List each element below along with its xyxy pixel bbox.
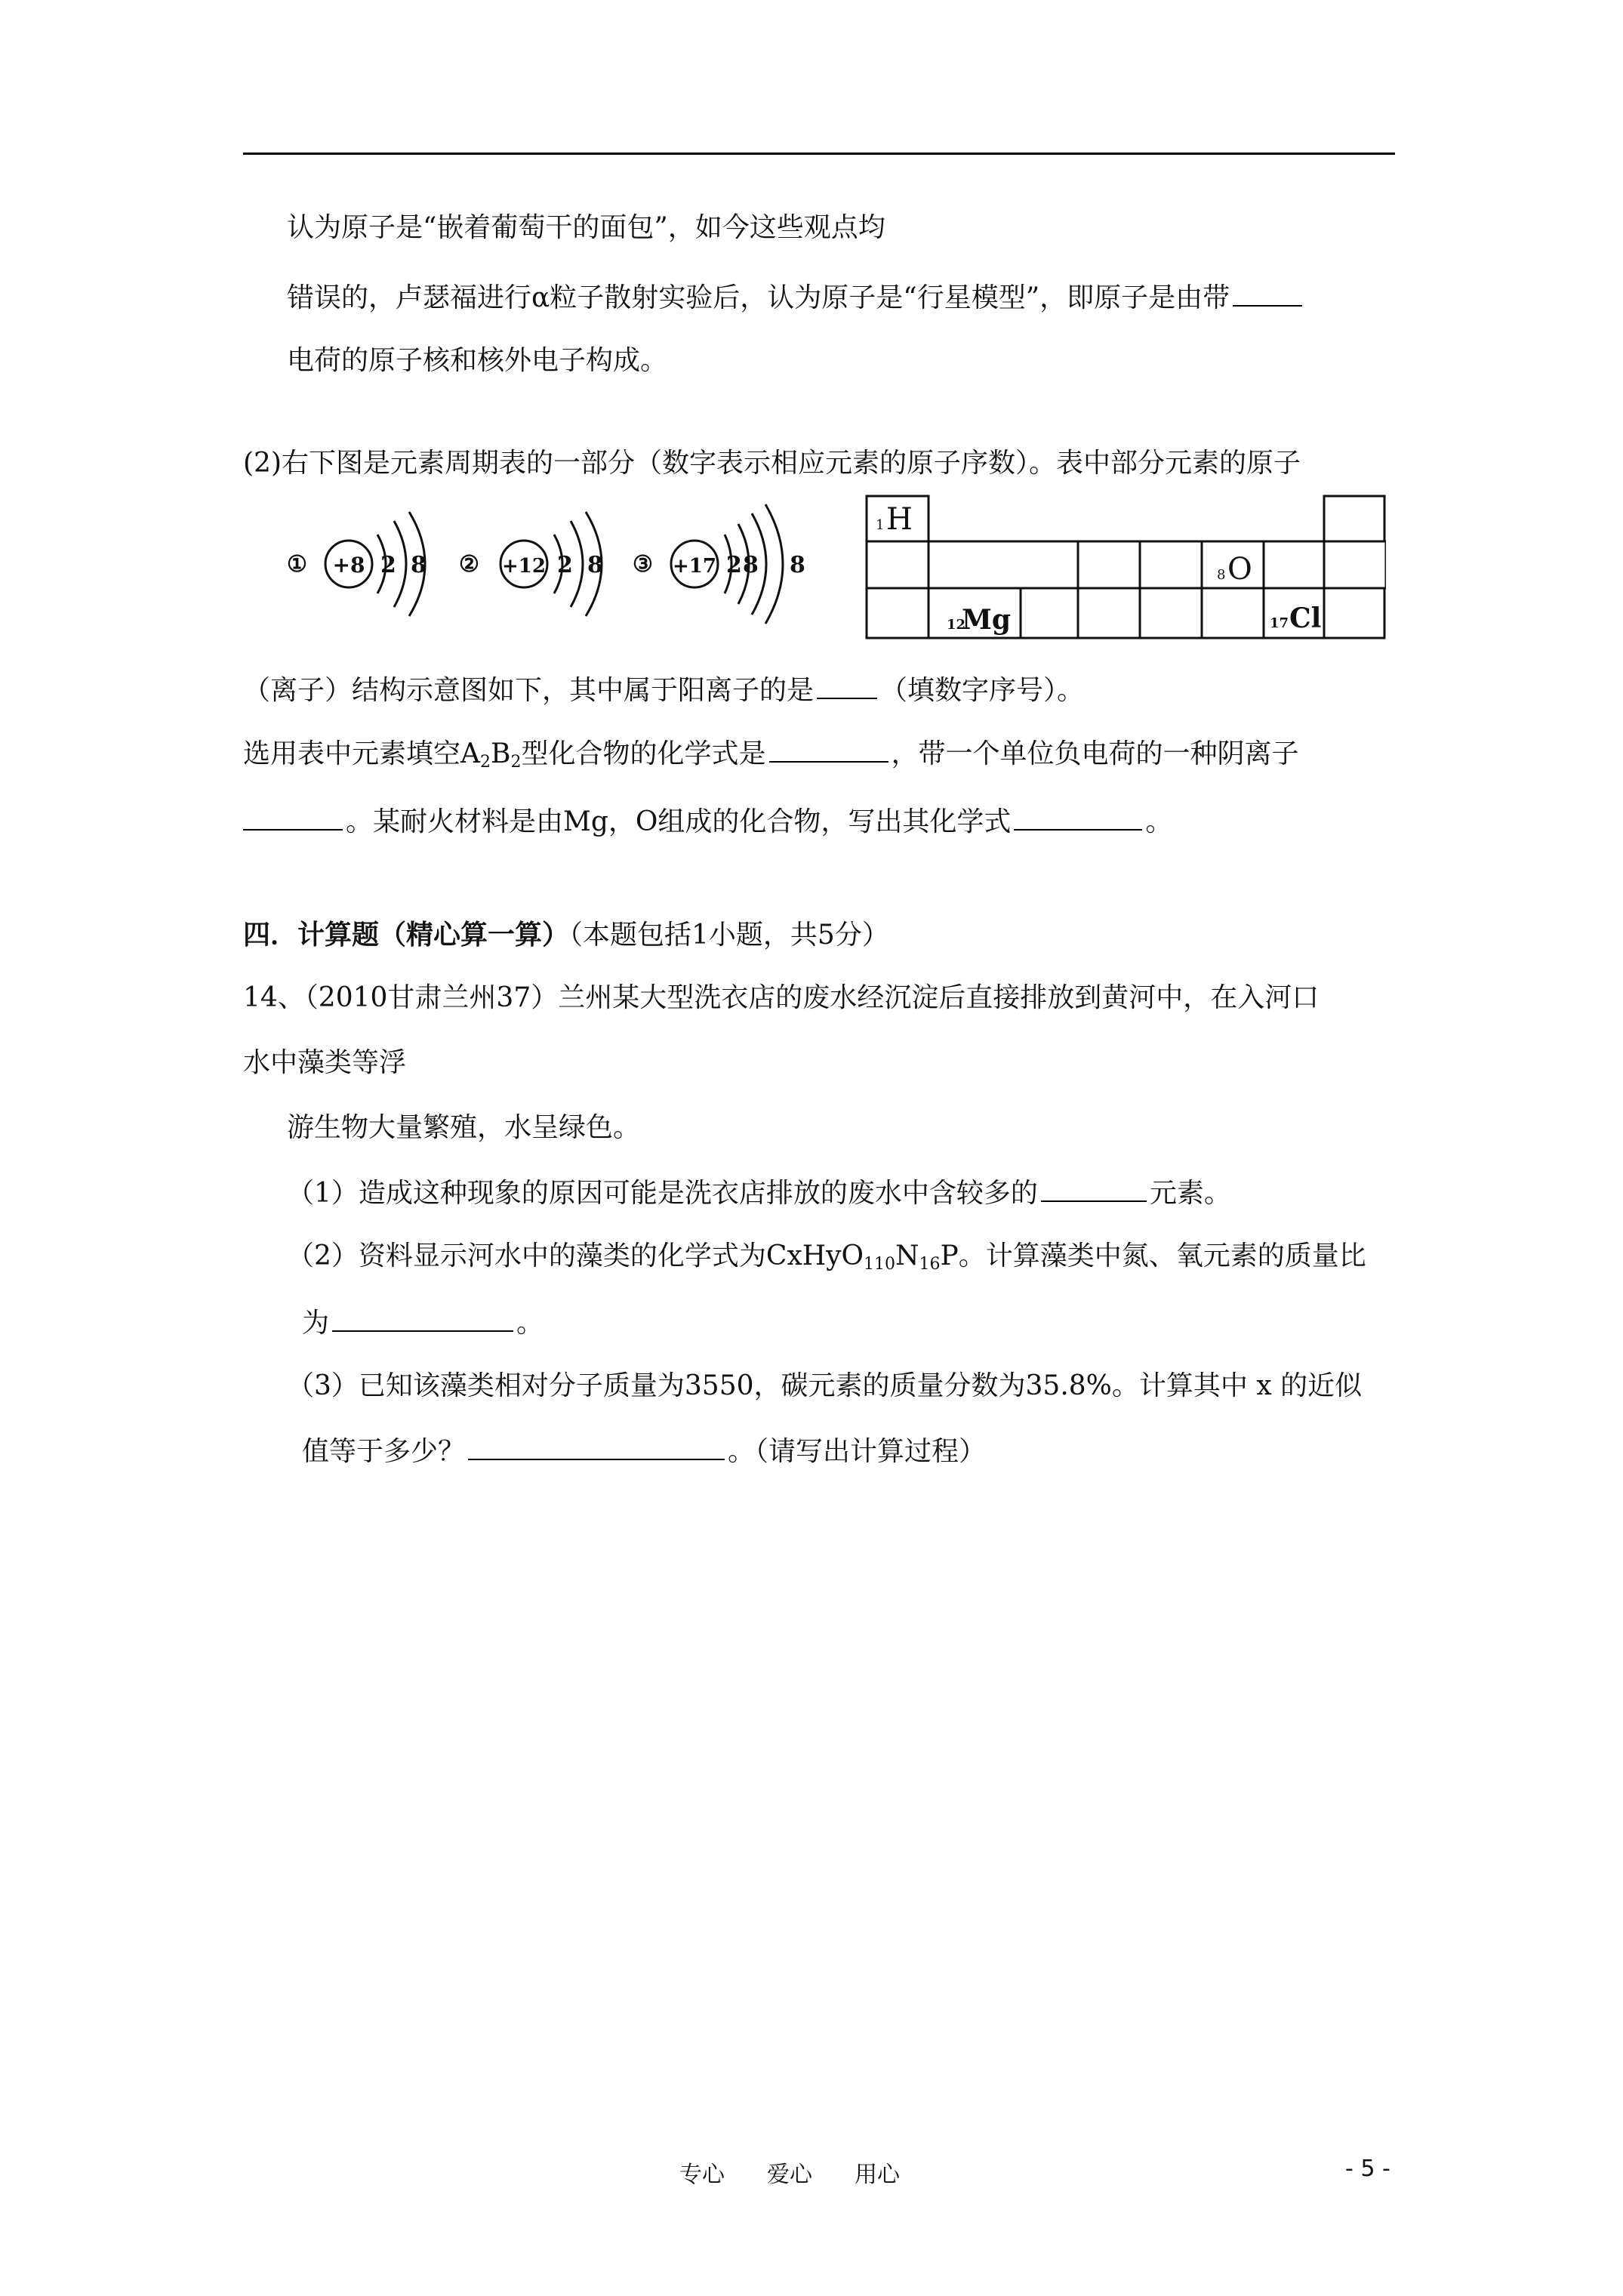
- subquestion-2: （2）资料显示河水中的藻类的化学式为$CxHyO_{110}N_{16}P$。计算藻类中氮、氧元素的质量比: [287, 1240, 1366, 1274]
- answer-blank[interactable]: [817, 670, 877, 699]
- question-14-line-1: 14、（2010甘肃兰州37）兰州某大型洗衣店的废水经沉淀后直接排放到黄河中，在入河口: [243, 982, 1320, 1013]
- element-symbol-o: O: [1227, 552, 1252, 587]
- question-14-line-3: 游生物大量繁殖，水呈绿色。: [287, 1112, 641, 1143]
- shell-electrons: 8: [790, 552, 805, 578]
- shell-electrons: 2: [557, 552, 573, 578]
- atom-diagram-2: [459, 512, 603, 616]
- question-2-text: (2)右下图是元素周期表的一部分（数字表示相应元素的原子序数）。表中部分元素的原子: [243, 448, 1301, 479]
- shell-electrons: 2: [380, 552, 396, 578]
- atomic-number-mg: 12: [947, 617, 966, 633]
- element-symbol-cl: Cl: [1289, 603, 1322, 634]
- paragraph-line-2: 错误的，卢瑟福进行α粒子散射实验后，认为原子是“行星模型”，即原子是由带: [287, 278, 1305, 316]
- nucleus-charge: +12: [502, 555, 546, 578]
- atom-diagram-3: [633, 504, 805, 624]
- atomic-number-o: 8: [1217, 567, 1226, 583]
- footer-slogan-3: 用心: [855, 2162, 900, 2188]
- nucleus-charge: +17: [673, 555, 716, 578]
- shell-electrons: 8: [411, 552, 427, 578]
- header-rule: [243, 153, 1395, 155]
- table-cell: [1324, 496, 1384, 541]
- question-14-line-2: 水中藻类等浮: [243, 1047, 407, 1078]
- footer-slogan-2: 爱心: [767, 2162, 812, 2188]
- periodic-table-fragment: [865, 495, 1386, 639]
- table-cell: [867, 541, 929, 588]
- atom-diagram-1: [287, 512, 427, 616]
- page-number: - 5 -: [1345, 2156, 1390, 2182]
- shell-electrons: 2: [726, 552, 742, 578]
- table-row-2-bar: [929, 541, 1386, 588]
- atomic-number-h: 1: [876, 517, 885, 533]
- answer-blank[interactable]: [468, 1432, 725, 1460]
- subquestion-3-answer: 值等于多少？ 。（请写出计算过程）: [302, 1432, 986, 1470]
- subquestion-1: （1）造成这种现象的原因可能是洗衣店排放的废水中含较多的 元素。: [287, 1173, 1231, 1212]
- shell-electrons: 8: [587, 552, 603, 578]
- answer-blank[interactable]: [1233, 278, 1302, 307]
- atomic-number-cl: 17: [1270, 615, 1289, 631]
- question-2-formula: 选用表中元素填空$A_2B_2$型化合物的化学式是 ，带一个单位负电荷的一种阴离子: [243, 734, 1299, 772]
- element-symbol-h: H: [886, 502, 913, 537]
- question-2-refractory: 。某耐火材料是由Mg，O组成的化合物，写出其化学式 。: [243, 802, 1172, 840]
- answer-blank[interactable]: [243, 802, 343, 831]
- answer-blank[interactable]: [332, 1303, 513, 1332]
- diagram-label: ③: [633, 551, 653, 578]
- paragraph-line-3: 电荷的原子核和核外电子构成。: [287, 345, 668, 376]
- diagram-label: ①: [287, 551, 307, 578]
- nucleus-charge: +8: [332, 553, 365, 578]
- shell-electrons: 8: [743, 552, 759, 578]
- footer-slogan-1: 专心: [679, 2162, 725, 2188]
- answer-blank[interactable]: [1041, 1173, 1147, 1202]
- section-4-heading: 四．计算题（精心算一算）（本题包括1小题，共5分）: [243, 919, 889, 951]
- answer-blank[interactable]: [1014, 802, 1142, 831]
- element-symbol-mg: Mg: [962, 604, 1012, 636]
- subquestion-2-answer: 为 。: [302, 1303, 544, 1342]
- answer-blank[interactable]: [769, 734, 888, 763]
- atom-structure-diagrams: [281, 461, 839, 634]
- paragraph-line-1: 认为原子是“嵌着葡萄干的面包”，如今这些观点均: [287, 212, 885, 243]
- subquestion-3: （3）已知该藻类相对分子质量为3550，碳元素的质量分数为35.8%。计算其中 x 的近似: [287, 1370, 1363, 1401]
- question-2-cation: （离子）结构示意图如下，其中属于阳离子的是 （填数字序号）。: [243, 670, 1084, 709]
- diagram-label: ②: [459, 551, 479, 578]
